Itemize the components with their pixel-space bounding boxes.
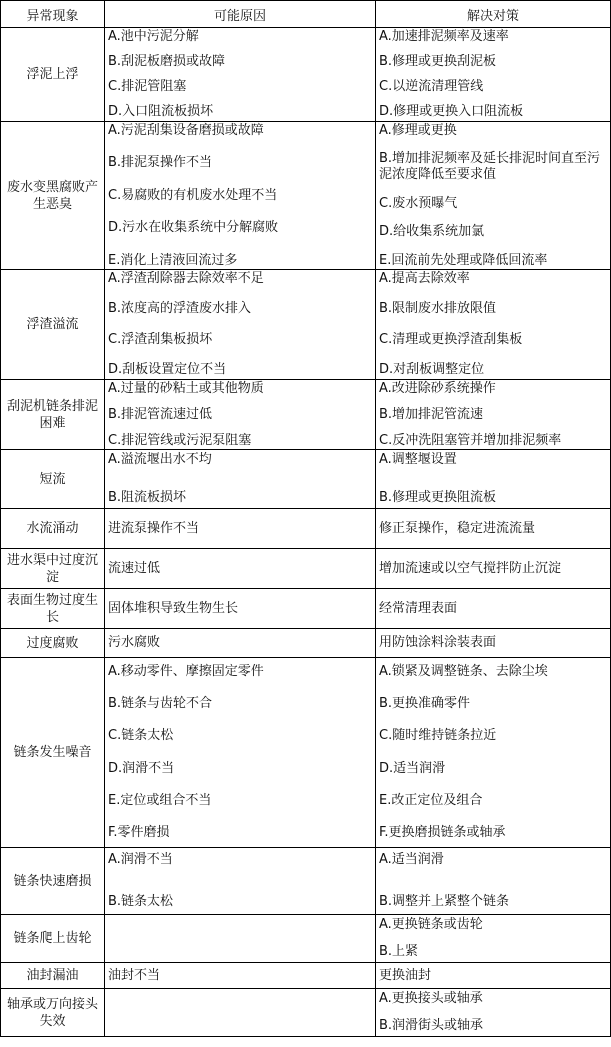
- solution-item: E.回流前先处理或降低回流率: [379, 252, 548, 268]
- cause-item: F.零件磨损: [108, 825, 170, 841]
- cause-item: B.链条太松: [108, 894, 174, 909]
- solutions-cell: [376, 963, 611, 989]
- table-row: [1, 270, 611, 380]
- table-row: [1, 589, 611, 629]
- causes-cell: [105, 963, 376, 989]
- solutions-cell: [376, 509, 611, 549]
- solution-item: F.更换磨损链条或轴承: [379, 825, 506, 841]
- solution-item: C.清理或更换浮渣刮集板: [379, 331, 523, 347]
- cause-item: B.排泥泵操作不当: [108, 155, 213, 170]
- solutions-cell: [376, 122, 611, 270]
- cause-item: B.浓度高的浮渣废水排入: [108, 301, 252, 317]
- solution-item: D.修理或更换入口阻流板: [379, 104, 524, 120]
- solution-item: D.适当润滑: [379, 760, 446, 776]
- cause-item: B.阻流板损坏: [108, 490, 187, 505]
- solution-item: B.增加排泥频率及延长排泥时间直至污泥浓度降低至要求值: [379, 151, 601, 182]
- solution-item: B.上紧: [379, 944, 419, 959]
- solution-item: A.提高去除效率: [379, 270, 470, 286]
- solutions-cell: [376, 270, 611, 380]
- solution-item: A.改进除砂系统操作: [379, 380, 496, 396]
- table-row: [1, 989, 611, 1037]
- cause-item: 污水腐败: [108, 635, 161, 650]
- solution-item: C.反冲洗阻塞管并增加排泥频率: [379, 432, 562, 448]
- cause-item: C.排泥管阻塞: [108, 79, 187, 95]
- solution-item: B.修理或更换刮泥板: [379, 53, 497, 69]
- solutions-cell: [376, 989, 611, 1037]
- solutions-cell: [376, 549, 611, 589]
- cause-item: B.排泥管流速过低: [108, 406, 213, 422]
- cause-item: D.污水在收集系统中分解腐败: [108, 220, 279, 235]
- phenomenon-cell: 链条发生噪音: [1, 658, 105, 848]
- cause-item: C.浮渣刮集板损坏: [108, 331, 213, 347]
- solution-item: C.随时维持链条拉近: [379, 728, 497, 744]
- phenomenon-cell: 浮泥上浮: [1, 28, 105, 122]
- cause-item: A.浮渣刮除器去除效率不足: [108, 270, 264, 286]
- cause-item: C.易腐败的有机废水处理不当: [108, 187, 278, 203]
- phenomenon-cell: 链条快速磨损: [1, 848, 105, 915]
- cause-item: A.溢流堰出水不均: [108, 452, 212, 467]
- phenomenon-cell: 废水变黑腐败产生恶臭: [1, 122, 105, 270]
- table-row: [1, 380, 611, 450]
- cause-item: A.移动零件、摩擦固定零件: [108, 663, 264, 679]
- solution-item: A.加速排泥频率及速率: [379, 28, 509, 44]
- causes-cell: [105, 629, 376, 658]
- solution-item: B.润滑街头或轴承: [379, 1018, 484, 1033]
- solution-item: E.改正定位及组合: [379, 793, 483, 809]
- cause-item: B.链条与齿轮不合: [108, 695, 213, 711]
- cause-item: D.入口阻流板损坏: [108, 104, 214, 120]
- table-row: [1, 915, 611, 963]
- solution-item: 经常清理表面: [379, 600, 458, 616]
- solution-item: A.修理或更换: [379, 122, 457, 138]
- cause-item: A.污泥刮集设备磨损或故障: [108, 122, 264, 138]
- cause-item: E.定位或组合不当: [108, 793, 212, 809]
- table-row: [1, 450, 611, 509]
- solutions-cell: [376, 450, 611, 509]
- cause-item: A.池中污泥分解: [108, 28, 199, 44]
- solution-item: B.修理或更换阻流板: [379, 490, 497, 505]
- causes-cell: [105, 589, 376, 629]
- phenomenon-cell: 进水渠中过度沉淀: [1, 549, 105, 589]
- phenomenon-cell: 水流涌动: [1, 509, 105, 549]
- causes-cell: [105, 549, 376, 589]
- causes-cell: [105, 380, 376, 450]
- solutions-cell: [376, 629, 611, 658]
- table-row: [1, 848, 611, 915]
- solution-item: A.更换接头或轴承: [379, 991, 483, 1006]
- phenomenon-cell: 链条爬上齿轮: [1, 915, 105, 963]
- cause-item: 流速过低: [108, 560, 161, 576]
- cause-item: 进流泵操作不当: [108, 520, 200, 536]
- phenomenon-cell: 表面生物过度生长: [1, 589, 105, 629]
- solutions-cell: [376, 28, 611, 122]
- solution-item: 用防蚀涂料涂装表面: [379, 635, 497, 650]
- table-row: [1, 549, 611, 589]
- solution-item: B.调整并上紧整个链条: [379, 894, 510, 909]
- solution-item: B.更换准确零件: [379, 695, 471, 711]
- cause-item: D.刮板设置定位不当: [108, 362, 227, 378]
- causes-cell: [105, 28, 376, 122]
- solution-item: 更换油封: [379, 967, 432, 983]
- table-row: [1, 122, 611, 270]
- solution-item: 修正泵操作，稳定进流流量: [379, 520, 536, 536]
- solution-item: A.适当润滑: [379, 852, 444, 867]
- cause-item: C.链条太松: [108, 728, 174, 744]
- solutions-cell: [376, 848, 611, 915]
- causes-cell: [105, 658, 376, 848]
- header-causes: 可能原因: [105, 1, 376, 28]
- solution-item: C.以逆流清理管线: [379, 79, 484, 95]
- causes-cell: [105, 122, 376, 270]
- cause-item: A.润滑不当: [108, 852, 173, 867]
- causes-cell: [105, 450, 376, 509]
- solutions-cell: [376, 589, 611, 629]
- cause-item: A.过量的砂粘土或其他物质: [108, 380, 264, 396]
- header-row: [1, 1, 611, 28]
- table-row: [1, 658, 611, 848]
- causes-cell: [105, 915, 376, 963]
- header-solutions: 解决对策: [376, 1, 611, 28]
- table-row: [1, 629, 611, 658]
- solution-item: B.限制废水排放限值: [379, 301, 497, 317]
- cause-item: 固体堆积导致生物生长: [108, 600, 239, 616]
- table-row: [1, 28, 611, 122]
- header-phenomenon: 异常现象: [1, 1, 105, 28]
- phenomenon-cell: 过度腐败: [1, 629, 105, 658]
- causes-cell: [105, 509, 376, 549]
- cause-item: C.排泥管线或污泥泵阻塞: [108, 432, 252, 448]
- causes-cell: [105, 848, 376, 915]
- solution-item: D.给收集系统加氯: [379, 224, 485, 239]
- solution-item: C.废水预曝气: [379, 195, 458, 211]
- solutions-cell: [376, 658, 611, 848]
- cause-item: D.润滑不当: [108, 760, 175, 776]
- cause-item: B.刮泥板磨损或故障: [108, 53, 226, 69]
- solution-item: A.锁紧及调整链条、去除尘埃: [379, 663, 548, 679]
- phenomenon-cell: 刮泥机链条排泥困难: [1, 380, 105, 450]
- cause-item: 油封不当: [108, 967, 161, 983]
- phenomenon-cell: 浮渣溢流: [1, 270, 105, 380]
- table-row: [1, 963, 611, 989]
- solution-item: B.增加排泥管流速: [379, 406, 484, 422]
- solution-item: D.对刮板调整定位: [379, 362, 485, 378]
- table-row: [1, 509, 611, 549]
- solution-item: A.更换链条或齿轮: [379, 917, 483, 932]
- solution-item: 增加流速或以空气搅拌防止沉淀: [379, 560, 562, 576]
- phenomenon-cell: 油封漏油: [1, 963, 105, 989]
- phenomenon-cell: 轴承或万向接头失效: [1, 989, 105, 1037]
- cause-item: E.消化上清液回流过多: [108, 252, 238, 268]
- causes-cell: [105, 989, 376, 1037]
- solution-item: A.调整堰设置: [379, 452, 457, 467]
- causes-cell: [105, 270, 376, 380]
- solutions-cell: [376, 915, 611, 963]
- solutions-cell: [376, 380, 611, 450]
- phenomenon-cell: 短流: [1, 450, 105, 509]
